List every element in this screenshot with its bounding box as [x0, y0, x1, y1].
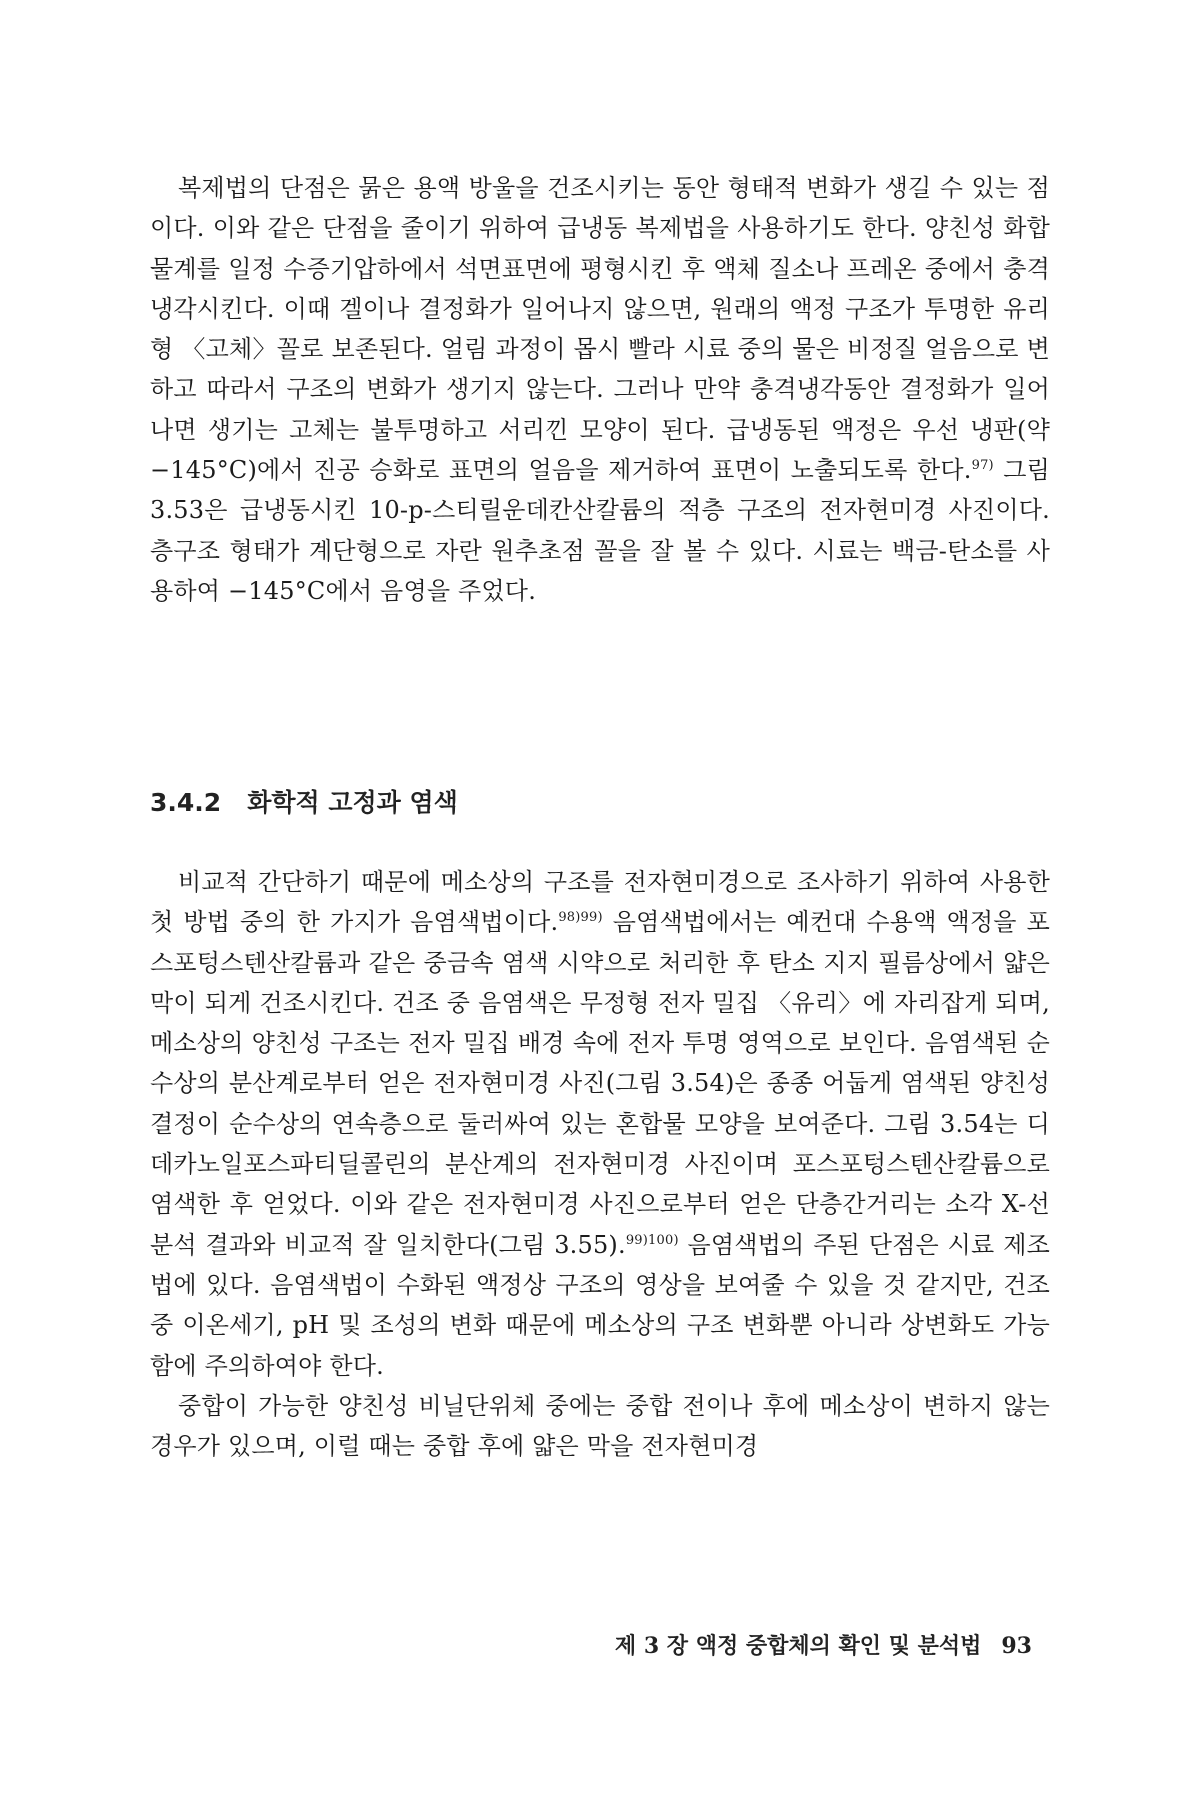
paragraph-negative-staining [150, 862, 1050, 1466]
paragraph-text: 음염색법의 주된 단점은 시료 제조법에 있다. 음염색법이 수화된 액정상 구조의 영상을 보여줄 수 있을 것 같지만, 건조중 이온세기, pH 및 조성의 변화 때문에 메소상의 구조 변화뿐 아니라 상변화도 가능함에 주의하여야 한다. [150, 1230, 1050, 1380]
page-number: 93 [1001, 1633, 1032, 1659]
paragraph-text: 중합이 가능한 양친성 비닐단위체 중에는 중합 전이나 후에 메소상이 변하지 않는 경우가 있으며, 이럴 때는 중합 후에 얇은 막을 전자현미경 [150, 1391, 1050, 1461]
paragraph-text: 비교적 간단하기 때문에 메소상의 구조를 전자현미경으로 조사하기 위하여 사용한 첫 방법 중의 한 가지가 음염색법이다. [150, 868, 1050, 937]
paragraph-text: 복제법의 단점은 묽은 용액 방울을 건조시키는 동안 형태적 변화가 생길 수 있는 점이다. 이와 같은 단점을 줄이기 위하여 급냉동 복제법을 사용하기도 한다. 양친성 화합물계를 일정 수증기압하에서 석면표면에 평형시킨 후 액체 질소나 프레온 중에서 충격냉각시킨다. 이때 겔이나 결정화가 일어나지 않으면, 원래의 액정 구조가 투명한 유리형 〈고체〉꼴로 보존된다. 얼림 과정이 몹시 빨라 시료 중의 물은 비정질 얼음으로 변하고 따라서 구조의 변화가 생기지 않는다. 그러나 만약 충격냉각동안 결정화가 일어나면 생기는 고체는 불투명하고 서리낀 모양이 된다. 급냉동된 액정은 우선 냉판(약 −145°C)에서 진공 승화로 표면의 얼음을 제거하여 표면이 노출되도록 한다. [150, 174, 1050, 485]
reference-superscript: 99)100) [625, 1232, 679, 1248]
chapter-title: 제 3 장 액정 중합체의 확인 및 분석법 [614, 1633, 982, 1659]
paragraph-text: 음염색법에서는 예컨대 수용액 액정을 포스포텅스텐산칼륨과 같은 중금속 염색 시약으로 처리한 후 탄소 지지 필름상에서 얇은 막이 되게 건조시킨다. 건조 중 음염색은 무정형 전자 밀집 〈유리〉에 자리잡게 되며, 메소상의 양친성 구조는 전자 밀집 배경 속에 전자 투명 영역으로 보인다. 음염색된 순수상의 분산계로부터 얻은 전자현미경 사진(그림 3.54)은 종종 어둡게 염색된 양친성 결정이 순수상의 연속층으로 둘러싸여 있는 혼합물 모양을 보여준다. 그림 3.54는 디데카노일포스파티딜콜린의 분산계의 전자현미경 사진이며 포스포텅스텐산칼륨으로 염색한 후 얻었다. 이와 같은 전자현미경 사진으로부터 얻은 단층간거리는 소각 X-선 분석 결과와 비교적 잘 일치한다(그림 3.55). [150, 908, 1050, 1259]
reference-superscript: 98)99) [558, 910, 603, 926]
section-heading [150, 783, 458, 819]
paragraph-freeze-replica [150, 168, 1050, 611]
paragraph-polymerization [150, 1386, 1050, 1467]
paragraph-text: 그림 3.53은 급냉동시킨 10-p-스티릴운데칸산칼륨의 적층 구조의 전자현미경 사진이다. 층구조 형태가 계단형으로 자란 원추초점 꼴을 잘 볼 수 있다. 시료는 백금-탄소를 사용하여 −145°C에서 음영을 주었다. [150, 456, 1050, 605]
section-number: 3.4.2 [150, 788, 222, 817]
page-footer [615, 1629, 1032, 1660]
reference-superscript: 97) [971, 458, 994, 474]
section-title: 화학적 고정과 염색 [247, 788, 458, 817]
